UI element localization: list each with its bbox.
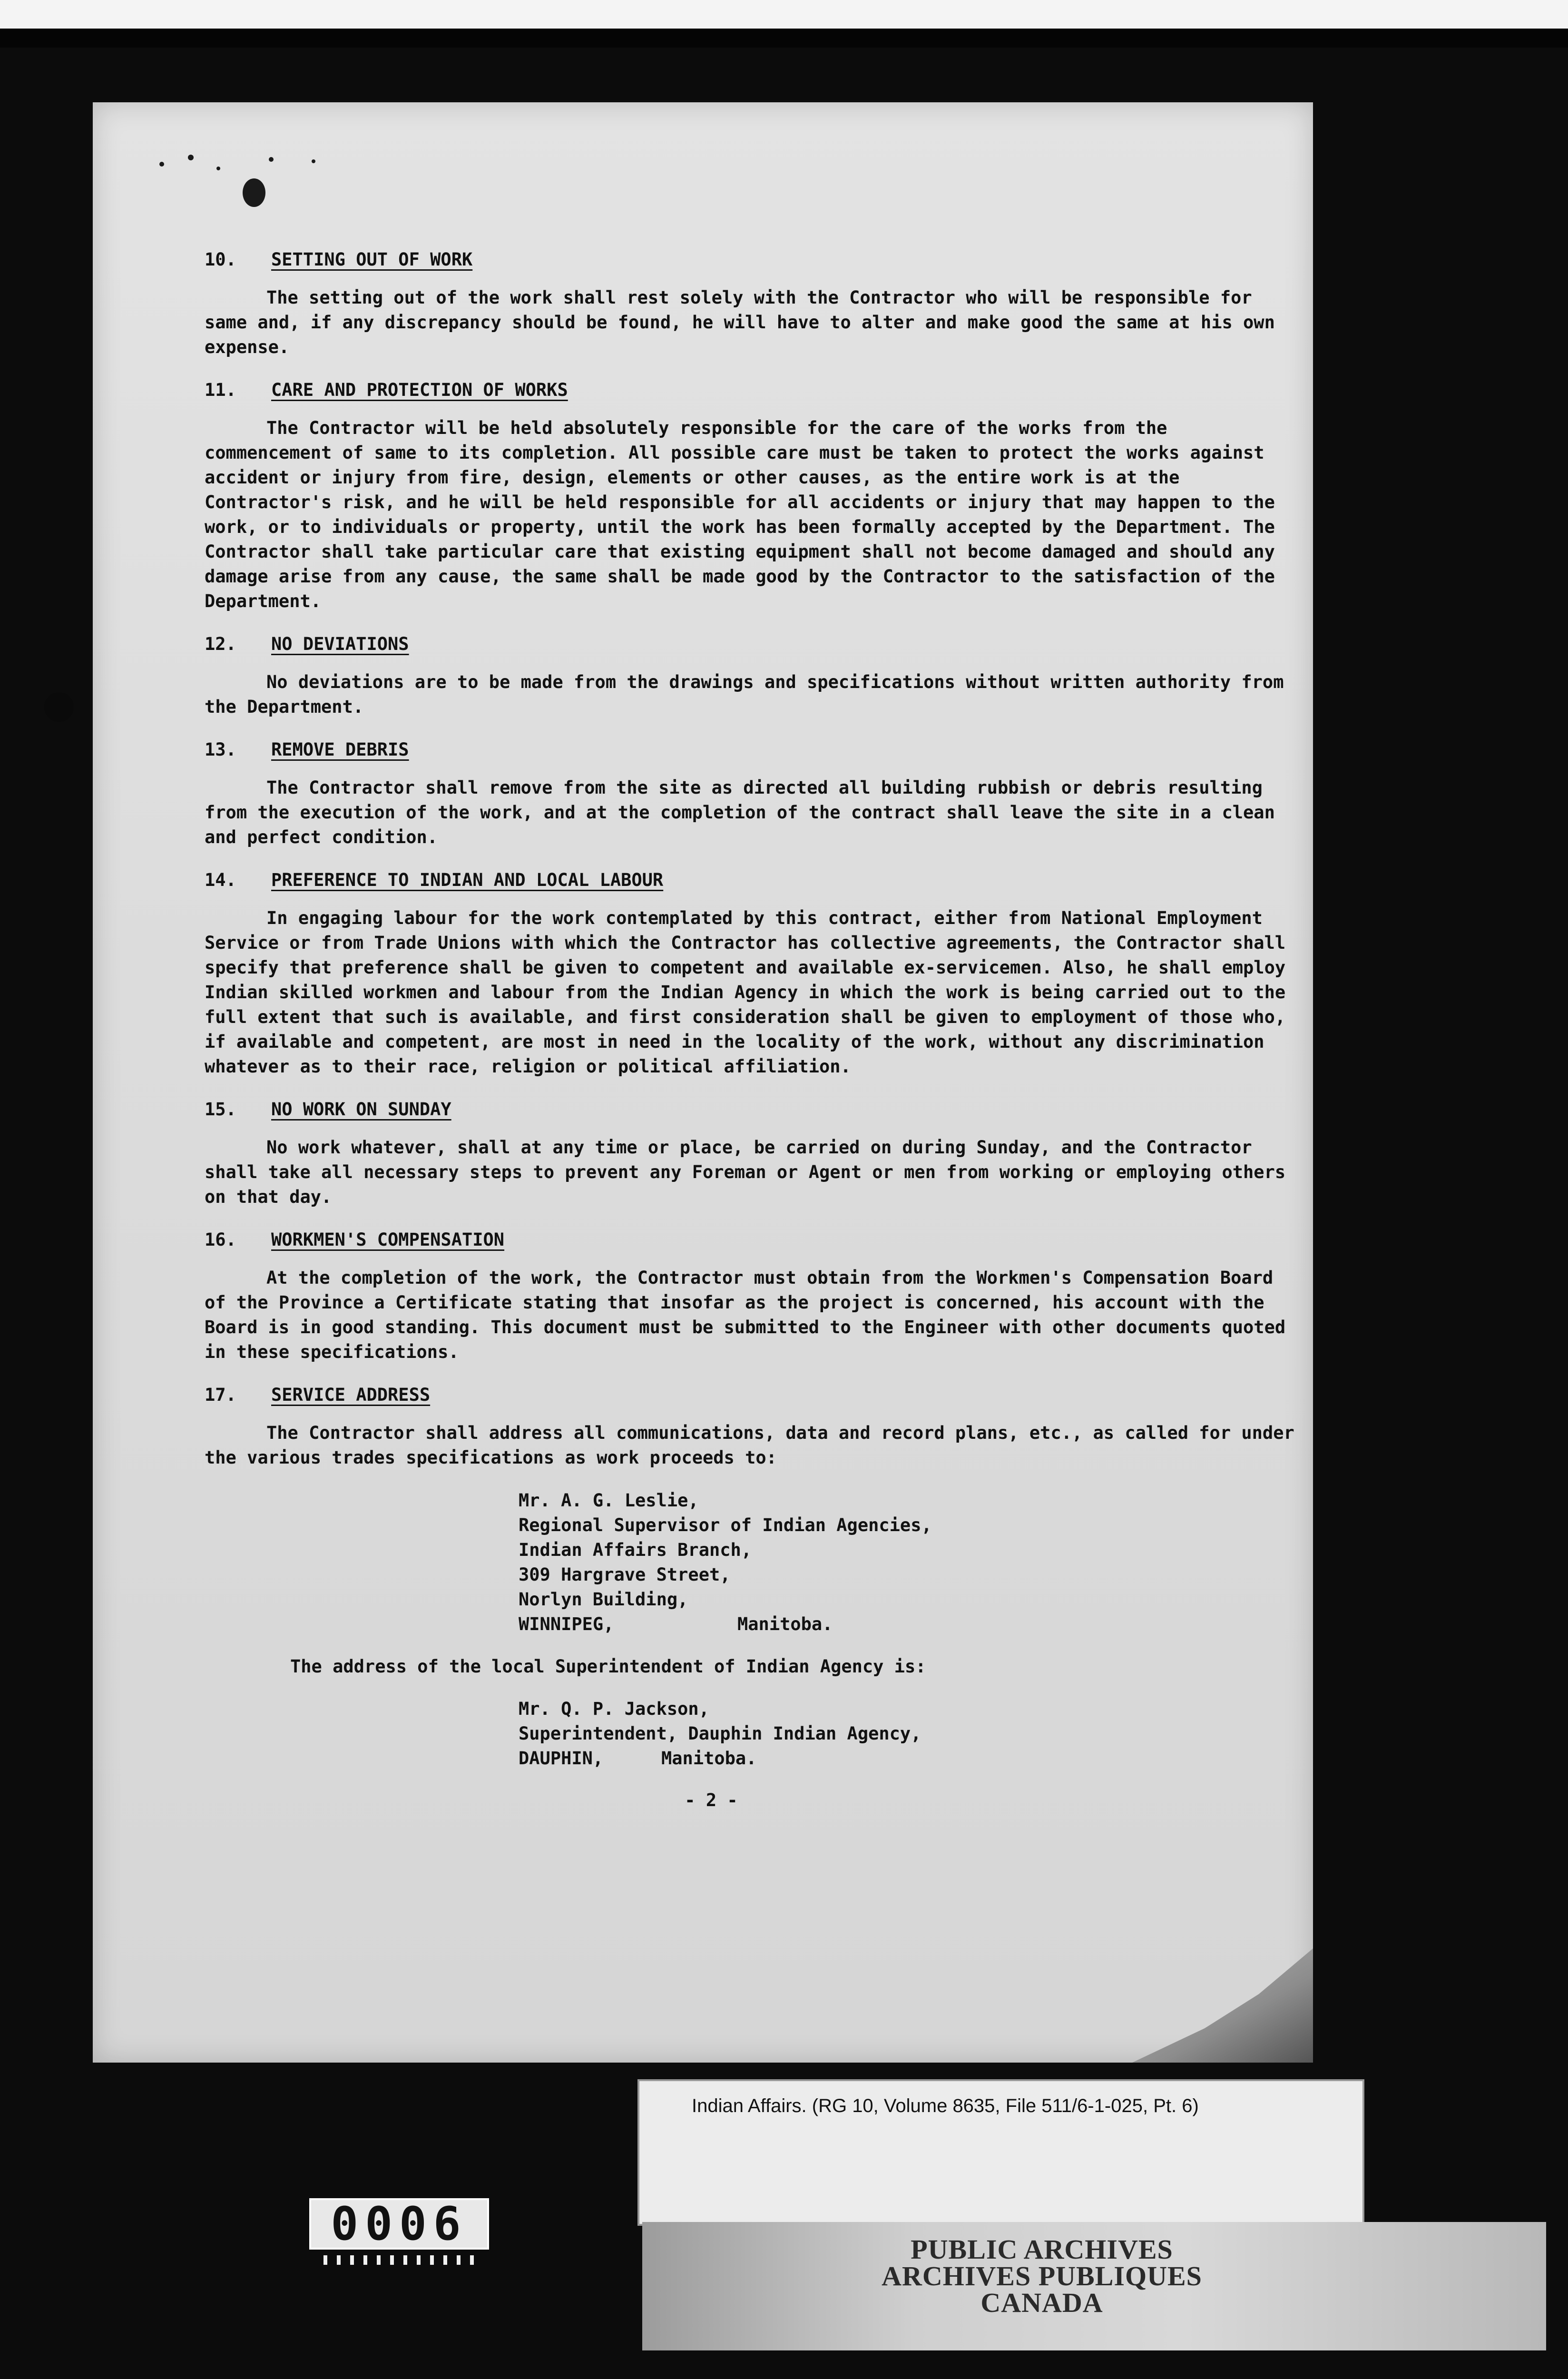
address-line: Indian Affairs Branch, — [519, 1540, 752, 1560]
address-line: Norlyn Building, — [519, 1589, 688, 1610]
film-edge — [0, 29, 1568, 48]
section-paragraph: In engaging labour for the work contemplated by this contract, either from National Employment Service or from Trade Unions with which the Contractor has collective agreements, the Contractor shall specify that preference shall be given to competent and available ex-servicemen. Also, he shall employ Indian skilled workmen and labour from the Indian Agency in which the work is being carried out to the full extent that such is available, and first consideration shall be given to employment of those who, if available and competent, are most in need in the locality of the work, without any discrimination whatever as to their race, religion or political affiliation. — [205, 908, 1286, 1077]
section-title: SERVICE ADDRESS — [271, 1385, 431, 1405]
archive-reference-text: Indian Affairs. (RG 10, Volume 8635, File 511/6-1-025, Pt. 6) — [692, 2095, 1199, 2116]
address-line: Mr. A. G. Leslie, — [519, 1490, 699, 1511]
archive-stamp-strip — [642, 2222, 1546, 2350]
section-title: CARE AND PROTECTION OF WORKS — [271, 380, 568, 400]
section-16 — [205, 1228, 1303, 1365]
film-ticks — [323, 2255, 476, 2265]
section-paragraph: No deviations are to be made from the drawings and specifications without written authority from the Department. — [205, 672, 1284, 717]
section-number: 11. — [205, 380, 236, 400]
torn-corner — [1132, 1948, 1313, 2063]
stamp-line: ARCHIVES PUBLIQUES — [882, 2261, 1202, 2291]
section-title: NO DEVIATIONS — [271, 634, 409, 654]
document-body — [205, 247, 1303, 1813]
section-number: 12. — [205, 634, 236, 654]
section-paragraph: The Contractor shall remove from the site as directed all building rubbish or debris resulting from the execution of the work, and at the completion of the contract shall leave the site in a clean and perfect condition. — [205, 777, 1275, 847]
section-13 — [205, 737, 1303, 850]
address-province: Manitoba. — [737, 1614, 833, 1634]
stain-speck — [216, 167, 220, 170]
address-province: Manitoba. — [661, 1748, 757, 1769]
regional-supervisor-address — [519, 1488, 1303, 1637]
punch-hole — [44, 692, 74, 722]
address-line: Mr. Q. P. Jackson, — [519, 1699, 709, 1719]
section-paragraph: The Contractor will be held absolutely responsible for the care of the works from the commencement of same to its completion. All possible care must be taken to protect the works against accident or injury from fire, design, elements or other causes, as the entire work is at the Contractor's risk, and he will be held responsible for all accidents or injury that may happen to the work, or to individuals or property, until the work has been formally accepted by the Department. The Contractor shall take particular care that existing equipment shall not become damaged and should any damage arise from any cause, the same shall be made good by the Contractor to the satisfaction of the Department. — [205, 418, 1275, 611]
section-number: 15. — [205, 1099, 236, 1120]
section-paragraph: The setting out of the work shall rest solely with the Contractor who will be responsible for same and, if any discrepancy should be found, he will have to alter and make good the same at his own expense. — [205, 287, 1275, 357]
section-12 — [205, 632, 1303, 719]
section-number: 16. — [205, 1229, 236, 1250]
superintendent-address — [519, 1697, 1303, 1771]
address-city: DAUPHIN, — [519, 1748, 604, 1769]
section-title: PREFERENCE TO INDIAN AND LOCAL LABOUR — [271, 870, 664, 890]
section-number: 10. — [205, 249, 236, 270]
frame-counter: 0006 — [309, 2198, 489, 2250]
stamp-line: PUBLIC ARCHIVES — [911, 2234, 1173, 2265]
stain-speck — [269, 157, 274, 162]
section-paragraph: At the completion of the work, the Contractor must obtain from the Workmen's Compensation Board of the Province a Certificate stating that insofar as the project is concerned, his account with the Board is in good standing. This document must be submitted to the Engineer with other documents quoted in these specifications. — [205, 1268, 1286, 1362]
section-title: REMOVE DEBRIS — [271, 739, 409, 760]
section-number: 13. — [205, 739, 236, 760]
section-15 — [205, 1097, 1303, 1209]
address-city-line — [519, 1746, 1303, 1771]
section-14 — [205, 868, 1303, 1079]
public-archives-stamp — [828, 2236, 1256, 2316]
section-10 — [205, 247, 1303, 360]
address-line: Regional Supervisor of Indian Agencies, — [519, 1515, 932, 1535]
stamp-line: CANADA — [980, 2287, 1103, 2318]
address-city-line — [519, 1612, 1303, 1637]
section-number: 17. — [205, 1385, 236, 1405]
scan-top-border — [0, 0, 1568, 29]
stain-speck — [243, 178, 265, 207]
address-city: WINNIPEG, — [519, 1614, 614, 1634]
address-line: Superintendent, Dauphin Indian Agency, — [519, 1723, 921, 1744]
section-number: 14. — [205, 870, 236, 890]
archive-reference-label — [637, 2079, 1364, 2226]
section-paragraph: No work whatever, shall at any time or place, be carried on during Sunday, and the Contractor shall take all necessary steps to prevent any Foreman or Agent or men from working or employing others on that day. — [205, 1137, 1286, 1207]
section-paragraph: The Contractor shall address all communications, data and record plans, etc., as called for under the various trades specifications as work proceeds to: — [205, 1423, 1294, 1468]
section-title: NO WORK ON SUNDAY — [271, 1099, 451, 1120]
section-title: WORKMEN'S COMPENSATION — [271, 1229, 505, 1250]
stain-speck — [312, 159, 315, 163]
page-number: - 2 - — [685, 1790, 738, 1810]
stain-speck — [159, 162, 164, 167]
address-line: 309 Hargrave Street, — [519, 1564, 731, 1585]
section-17 — [205, 1383, 1303, 1470]
section-title: SETTING OUT OF WORK — [271, 249, 473, 270]
section-11 — [205, 378, 1303, 614]
local-superintendent-intro: The address of the local Superintendent of Indian Agency is: — [290, 1656, 926, 1677]
stain-speck — [188, 155, 194, 160]
